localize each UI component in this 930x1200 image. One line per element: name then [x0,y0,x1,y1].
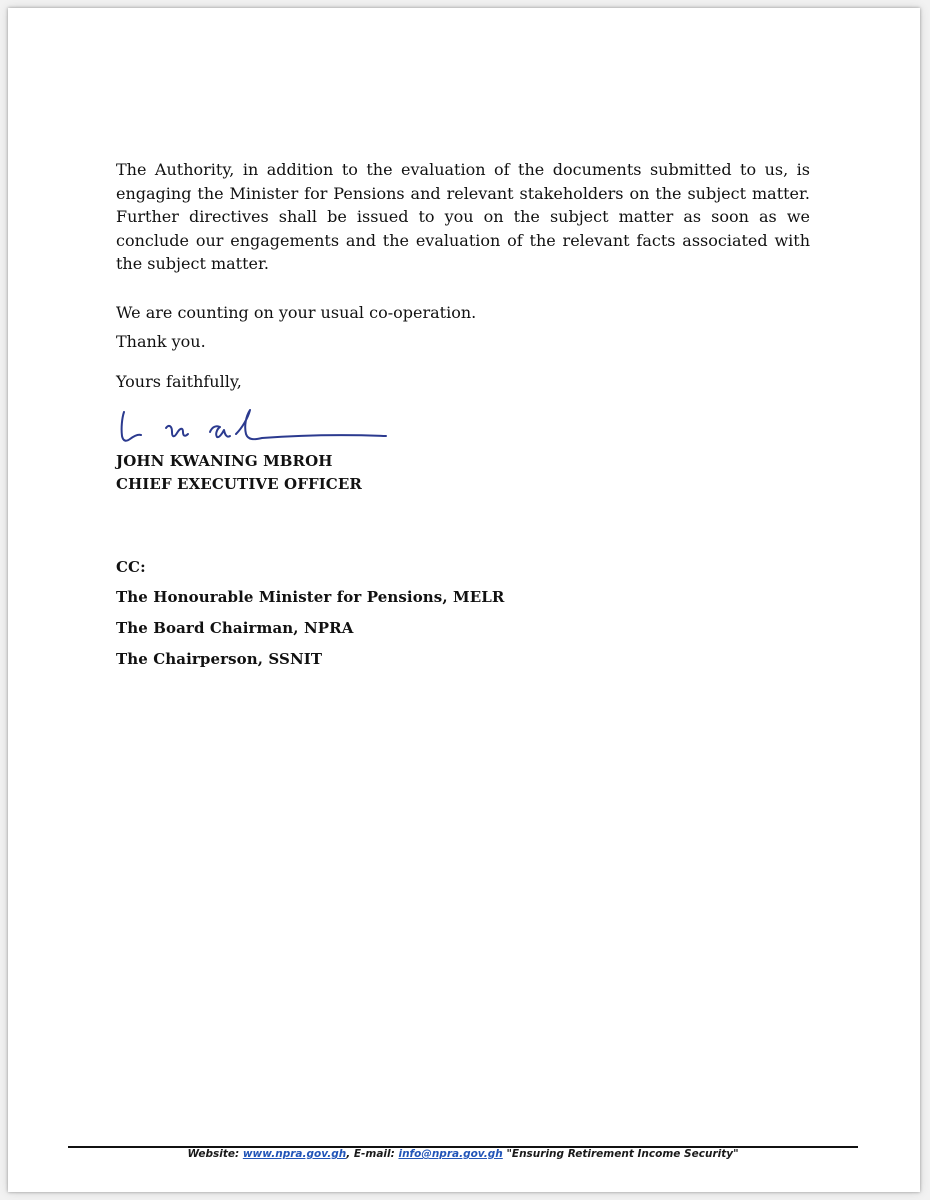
footer-email-link[interactable]: info@npra.gov.gh [398,1148,503,1160]
closing-line: Yours faithfully, [116,372,242,391]
signatory-title: CHIEF EXECUTIVE OFFICER [116,475,362,493]
cc-recipient: The Chairperson, SSNIT [116,650,323,668]
signature-image [114,400,394,452]
footer-website-label: Website: [187,1148,240,1160]
footer [68,1148,858,1160]
cooperation-line: We are counting on your usual co-operation. [116,303,477,322]
footer-email-label: , E-mail: [346,1148,395,1160]
body-paragraph: The Authority, in addition to the evaluation of the documents submitted to us, is engaging the Minister for Pensions and relevant stakeholders on the subject matter. Further directives shall be issued to you on the subject matter as soon as we conclude our engagements and the evaluation of the relevant facts associated with the subject matter. [116,160,810,273]
letter-page [8,8,920,1192]
thanks-line: Thank you. [116,332,206,351]
footer-website-link[interactable]: www.npra.gov.gh [242,1148,347,1160]
cc-label: CC: [116,558,146,576]
footer-slogan: "Ensuring Retirement Income Security" [506,1148,739,1160]
cc-recipient: The Board Chairman, NPRA [116,619,354,637]
signatory-name: JOHN KWANING MBROH [116,452,333,470]
cc-recipient: The Honourable Minister for Pensions, MELR [116,588,505,606]
